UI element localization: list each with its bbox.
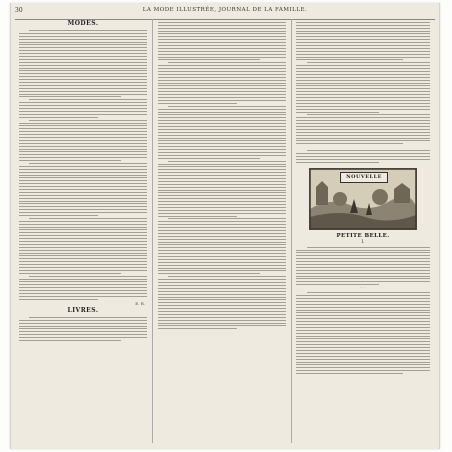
column-divider (291, 19, 292, 443)
article-modes-text (19, 30, 147, 300)
section-title-modes: MODES. (67, 20, 99, 27)
story-text (296, 247, 430, 286)
story-part-numeral: I. (361, 239, 365, 245)
story-text-continued (296, 292, 430, 374)
newspaper-page (10, 3, 440, 449)
article-signature: E. R. (135, 300, 145, 306)
article-livres-text (19, 317, 147, 341)
section-title-livres: LIVRES. (67, 306, 99, 314)
column-middle (158, 19, 286, 443)
column-right (296, 19, 430, 443)
article-continued-text (296, 19, 430, 163)
column-divider (152, 19, 153, 443)
story-inset-note: · · · (360, 286, 366, 291)
nouvelle-illustration (309, 168, 417, 230)
story-title: PETITE BELLE. (336, 232, 390, 239)
nouvelle-label: NOUVELLE (340, 172, 388, 183)
column-left (19, 19, 147, 443)
running-head (11, 7, 439, 17)
page-number: 30 (15, 7, 23, 14)
journal-title: LA MODE ILLUSTRÉE, JOURNAL DE LA FAMILLE. (142, 7, 308, 13)
article-continued-text (158, 19, 286, 329)
